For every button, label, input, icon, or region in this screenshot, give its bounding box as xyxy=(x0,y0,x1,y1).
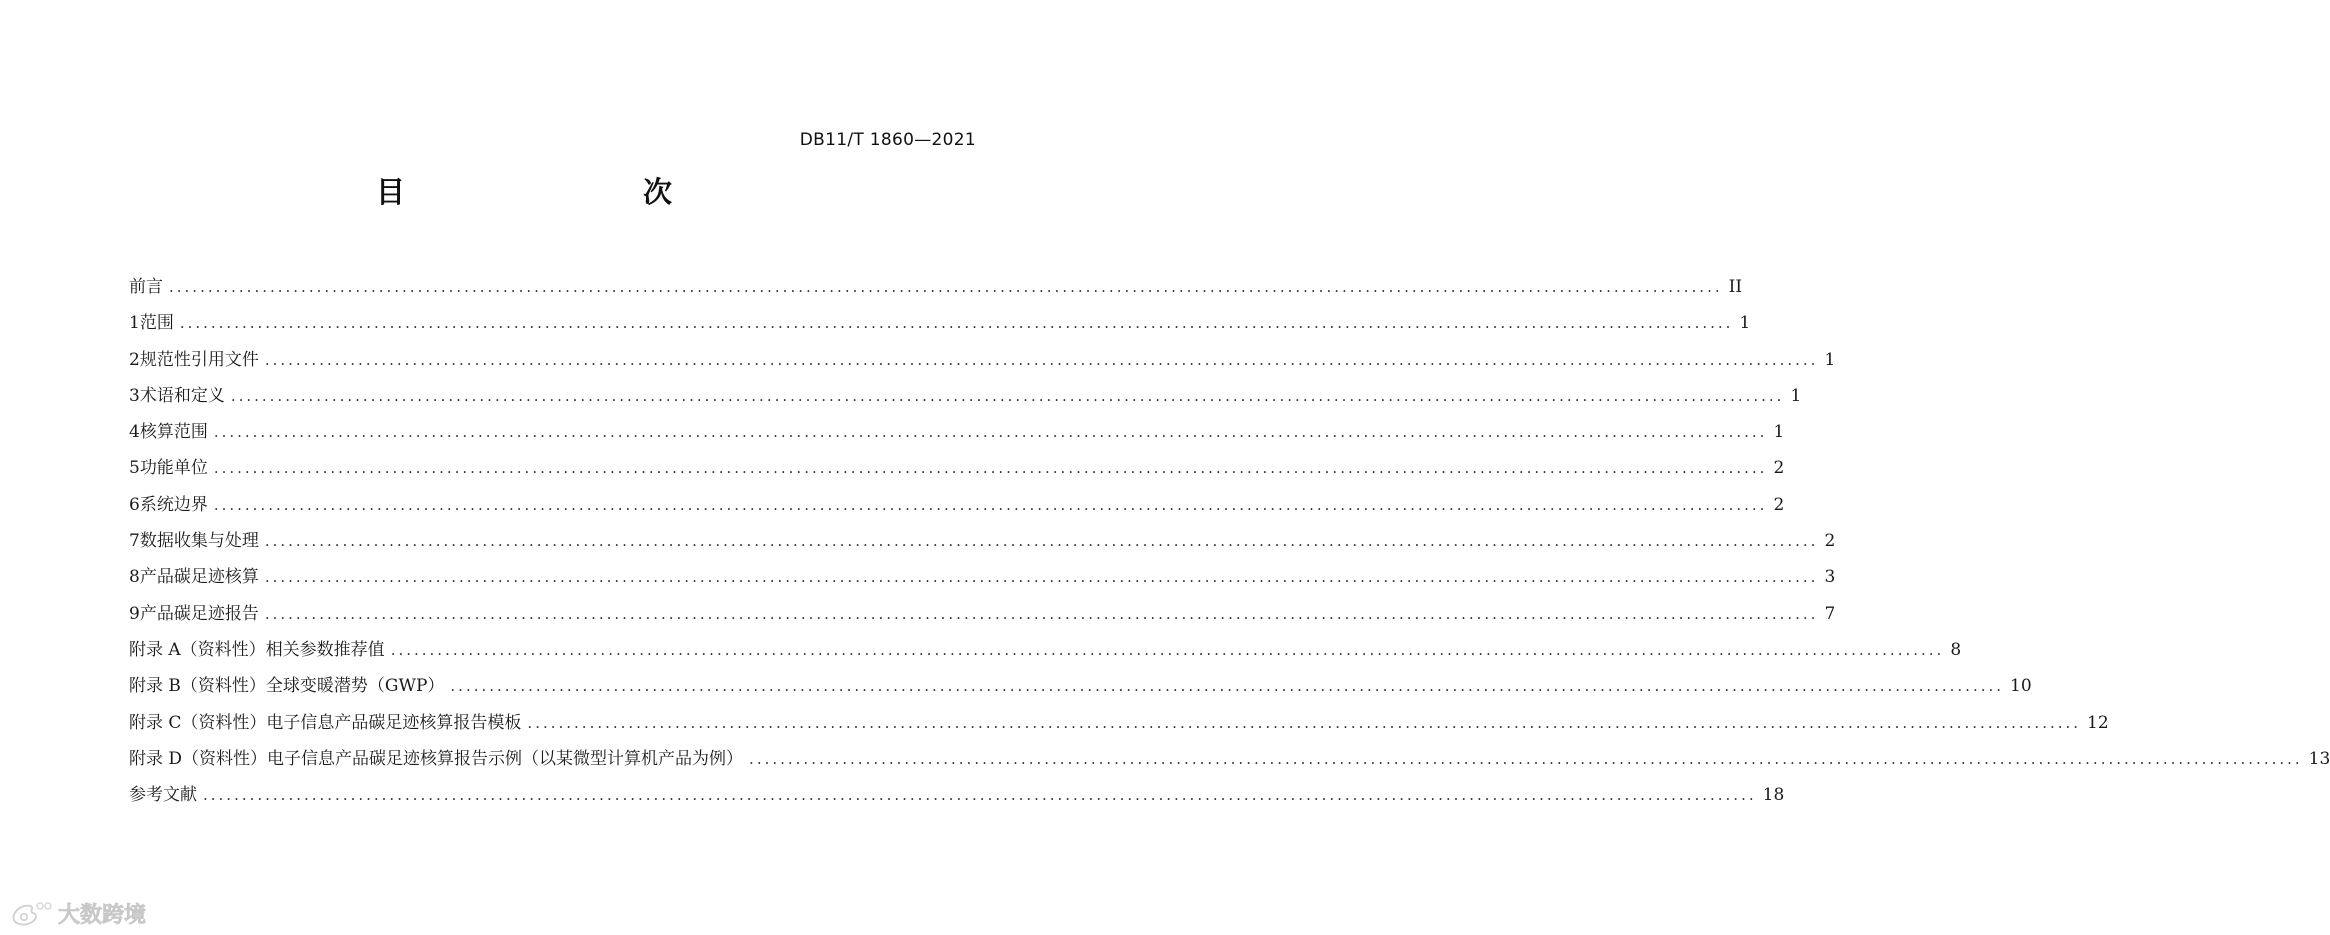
toc-entry-page-number: 8 xyxy=(1950,639,1962,660)
toc-entry[interactable] xyxy=(129,487,1785,523)
toc-entry-number: 2 xyxy=(129,349,140,370)
toc-entry-number: 4 xyxy=(129,422,140,443)
toc-dot-leader: ........................................................................................................................................................................................................ xyxy=(264,604,1819,623)
table-of-contents xyxy=(129,269,2330,813)
toc-entry-label: 参考文献 xyxy=(129,785,197,806)
toc-entry-label: 产品碳足迹报告 xyxy=(139,603,259,624)
toc-dot-leader: ........................................................................................................................................................................................................ xyxy=(169,278,1723,296)
toc-entry-appendix-prefix: 附录 B（资料性） xyxy=(129,676,266,697)
toc-entry-page-number: II xyxy=(1728,277,1743,297)
toc-entry-page-number: 12 xyxy=(2087,712,2109,733)
toc-entry-label: 电子信息产品碳足迹核算报告示例（以某微型计算机产品为例） xyxy=(267,748,744,769)
toc-entry[interactable] xyxy=(129,378,1802,414)
toc-entry-number: 3 xyxy=(129,385,140,406)
toc-entry-page-number: 3 xyxy=(1824,567,1836,588)
toc-entry[interactable] xyxy=(129,269,1743,305)
toc-dot-leader: ........................................................................................................................................................................................................ xyxy=(450,677,2005,696)
toc-dot-leader: ........................................................................................................................................................................................................ xyxy=(264,568,1819,587)
toc-dot-leader: ........................................................................................................................................................................................................ xyxy=(230,386,1785,405)
toc-entry[interactable] xyxy=(129,596,1836,632)
toc-entry-label: 范围 xyxy=(139,313,174,334)
document-code: DB11/T 1860—2021 xyxy=(799,130,976,150)
toc-dot-leader: ........................................................................................................................................................................................................ xyxy=(213,495,1768,514)
toc-entry-number: 5 xyxy=(129,458,140,479)
toc-entry-page-number: 1 xyxy=(1790,385,1802,406)
toc-dot-leader: ........................................................................................................................................................................................................ xyxy=(213,459,1768,478)
toc-dot-leader: ........................................................................................................................................................................................................ xyxy=(264,350,1819,369)
toc-dot-leader: ........................................................................................................................................................................................................ xyxy=(203,786,1757,805)
toc-dot-leader: ........................................................................................................................................................................................................ xyxy=(527,713,2082,732)
toc-entry-label: 系统边界 xyxy=(139,494,208,515)
toc-entry-page-number: 18 xyxy=(1762,785,1785,806)
toc-entry-label: 数据收集与处理 xyxy=(139,531,259,552)
toc-entry-page-number: 13 xyxy=(2308,748,2330,769)
toc-entry-label: 产品碳足迹核算 xyxy=(139,567,259,588)
toc-entry-page-number: 2 xyxy=(1773,494,1785,515)
toc-entry-label: 相关参数推荐值 xyxy=(265,639,385,660)
toc-dot-leader: ........................................................................................................................................................................................................ xyxy=(390,640,1945,659)
toc-dot-leader: ........................................................................................................................................................................................................ xyxy=(213,423,1768,442)
toc-entry-number: 1 xyxy=(129,313,140,334)
toc-dot-leader: ........................................................................................................................................................................................................ xyxy=(749,749,2303,768)
toc-entry[interactable] xyxy=(129,632,1962,668)
toc-entry[interactable] xyxy=(129,559,1836,595)
toc-entry-page-number: 1 xyxy=(1824,349,1836,370)
toc-entry-page-number: 10 xyxy=(2010,676,2032,697)
page-title: 目 次 xyxy=(375,175,732,209)
toc-entry[interactable] xyxy=(129,741,2330,777)
toc-dot-leader: ........................................................................................................................................................................................................ xyxy=(179,314,1734,333)
toc-entry-label: 规范性引用文件 xyxy=(139,349,259,370)
toc-dot-leader: ........................................................................................................................................................................................................ xyxy=(264,532,1819,551)
toc-entry-appendix-prefix: 附录 A（资料性） xyxy=(129,639,266,660)
toc-entry-number: 9 xyxy=(129,603,140,624)
toc-entry-page-number: 1 xyxy=(1739,313,1751,334)
toc-entry-label: 前言 xyxy=(129,277,163,297)
toc-entry-label: 全球变暖潜势（GWP） xyxy=(265,676,445,697)
toc-entry-page-number: 2 xyxy=(1824,531,1836,552)
watermark xyxy=(10,898,146,929)
toc-entry[interactable] xyxy=(129,523,1836,559)
toc-entry[interactable] xyxy=(129,777,1785,813)
toc-entry-page-number: 7 xyxy=(1824,603,1836,624)
toc-entry-appendix-prefix: 附录 C（资料性） xyxy=(129,712,267,733)
toc-entry-label: 术语和定义 xyxy=(139,385,225,406)
toc-entry[interactable] xyxy=(129,305,1751,341)
toc-entry[interactable] xyxy=(129,342,1836,378)
toc-entry-label: 电子信息产品碳足迹核算报告模板 xyxy=(266,712,522,733)
toc-entry-label: 核算范围 xyxy=(139,422,208,443)
watermark-text: 大数跨境 xyxy=(58,903,147,928)
toc-entry-number: 8 xyxy=(129,567,140,588)
toc-entry-appendix-prefix: 附录 D（资料性） xyxy=(129,748,268,769)
toc-entry-number: 6 xyxy=(129,494,140,515)
toc-entry-page-number: 2 xyxy=(1773,458,1785,479)
toc-entry[interactable] xyxy=(129,668,2032,704)
weibo-logo-icon xyxy=(10,900,54,928)
toc-entry[interactable] xyxy=(129,450,1785,486)
toc-entry-page-number: 1 xyxy=(1773,422,1785,443)
toc-entry-number: 7 xyxy=(129,531,140,552)
toc-entry[interactable] xyxy=(129,414,1785,450)
toc-entry-label: 功能单位 xyxy=(139,458,208,479)
toc-entry[interactable] xyxy=(129,705,2109,741)
